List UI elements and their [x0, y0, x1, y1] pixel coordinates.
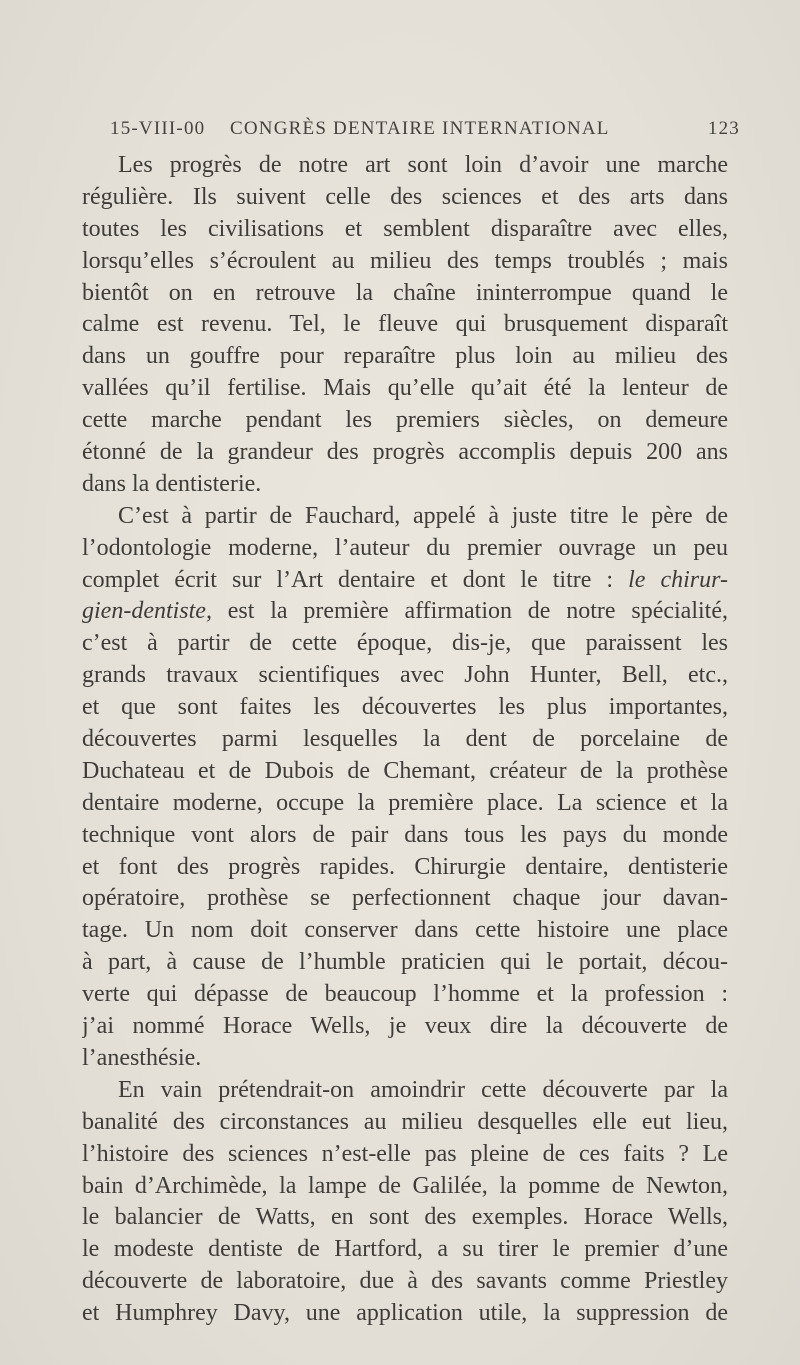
line-text: c’est à partir de cette époque, dis-je, que paraissent les — [82, 630, 728, 657]
line-text: calme est revenu. Tel, le fleuve qui brusquement disparaît — [82, 311, 728, 338]
text-line — [82, 373, 728, 405]
line-text: dans un gouffre pour reparaître plus loin au milieu des — [82, 343, 728, 370]
text-line — [82, 182, 728, 214]
line-text: découverte de laboratoire, due à des savants comme Priestley — [82, 1268, 728, 1295]
paragraph — [82, 150, 728, 501]
line-text: le balancier de Watts, en sont des exemples. Horace Wells, — [82, 1204, 728, 1231]
line-text: l’anesthésie. — [82, 1044, 202, 1071]
text-line — [82, 724, 728, 756]
text-line — [82, 214, 728, 246]
text-line — [82, 1075, 728, 1107]
line-text: le modeste dentiste de Hartford, a su tirer le premier d’une — [82, 1236, 728, 1263]
line-text: et que sont faites les découvertes les plus importantes, — [82, 694, 728, 721]
line-text: régulière. Ils suivent celle des sciences et des arts dans — [82, 183, 728, 210]
line-text: étonné de la grandeur des progrès accomplis depuis 200 ans — [82, 439, 728, 466]
line-text: cette marche pendant les premiers siècles, on demeure — [82, 407, 728, 434]
text-line — [82, 150, 728, 182]
text-line — [82, 405, 728, 437]
line-text: complet écrit sur l’Art dentaire et dont le titre : — [82, 566, 614, 593]
text-line — [82, 788, 728, 820]
body-text — [82, 150, 728, 1330]
line-text: l’histoire des sciences n’est-elle pas pleine de ces faits ? Le — [82, 1140, 728, 1167]
text-line — [82, 947, 728, 979]
text-line — [82, 1202, 728, 1234]
line-text: l’odontologie moderne, l’auteur du premier ouvrage un peu — [82, 534, 728, 561]
line-text: est la première affirmation de notre spécialité, — [227, 598, 728, 625]
text-line — [82, 1234, 728, 1266]
text-line — [82, 660, 728, 692]
page-number: 123 — [707, 118, 740, 139]
text-line — [82, 1266, 728, 1298]
text-line — [82, 565, 728, 597]
line-text: technique vont alors de pair dans tous les pays du monde — [82, 821, 728, 848]
text-line — [82, 883, 728, 915]
text-line — [82, 1139, 728, 1171]
text-line — [82, 692, 728, 724]
running-head-date: 15-VIII-00 — [110, 118, 206, 139]
line-text: opératoire, prothèse se perfectionnent chaque jour davan- — [82, 885, 728, 912]
line-text: Duchateau et de Dubois de Chemant, créateur de la prothèse — [82, 757, 728, 784]
line-text: banalité des circonstances au milieu desquelles elle eut lieu, — [82, 1108, 728, 1135]
line-text: découvertes parmi lesquelles la dent de porcelaine de — [82, 726, 728, 753]
line-text: Les progrès de notre art sont loin d’avoir une marche — [118, 152, 728, 178]
text-line — [82, 501, 728, 533]
italic-title-fragment: le chirur- — [628, 566, 728, 593]
text-line — [82, 852, 728, 884]
paragraph — [82, 1075, 728, 1330]
line-text: En vain prétendrait-on amoindrir cette découverte par la — [118, 1076, 728, 1103]
text-line — [82, 469, 728, 501]
line-text: toutes les civilisations et semblent disparaître avec elles, — [82, 215, 728, 242]
text-line — [82, 437, 728, 469]
line-text: et font des progrès rapides. Chirurgie dentaire, dentisterie — [82, 853, 728, 880]
paragraph — [82, 501, 728, 1075]
line-text: verte qui dépasse de beaucoup l’homme et la profession : — [82, 981, 728, 1008]
running-head-title: CONGRÈS DENTAIRE INTERNATIONAL — [230, 118, 610, 139]
text-line — [82, 820, 728, 852]
text-line — [82, 1043, 728, 1075]
line-text: tage. Un nom doit conserver dans cette histoire une place — [82, 917, 728, 944]
text-line — [82, 1298, 728, 1330]
line-text: bain d’Archimède, la lampe de Galilée, la pomme de Newton, — [82, 1172, 728, 1199]
line-text: lorsqu’elles s’écroulent au milieu des temps troublés ; mais — [82, 247, 728, 274]
line-text: dentaire moderne, occupe la première place. La science et la — [82, 789, 728, 816]
text-line — [82, 246, 728, 278]
line-text: et Humphrey Davy, une application utile, la suppression de — [82, 1300, 728, 1327]
text-line — [82, 979, 728, 1011]
text-line — [82, 628, 728, 660]
running-head — [110, 118, 740, 148]
line-text: C’est à partir de Fauchard, appelé à juste titre le père de — [118, 502, 728, 529]
line-text: bientôt on en retrouve la chaîne ininterrompue quand le — [82, 279, 728, 306]
text-line — [82, 915, 728, 947]
text-line — [82, 278, 728, 310]
text-line — [82, 596, 728, 628]
text-line — [82, 1107, 728, 1139]
text-line — [82, 341, 728, 373]
line-text: vallées qu’il fertilise. Mais qu’elle qu’ait été la lenteur de — [82, 375, 728, 402]
line-text: grands travaux scientifiques avec John Hunter, Bell, etc., — [82, 662, 728, 689]
line-text: j’ai nommé Horace Wells, je veux dire la découverte de — [82, 1013, 728, 1040]
line-text: dans la dentisterie. — [82, 470, 262, 497]
line-text: à part, à cause de l’humble praticien qui le portait, décou- — [82, 949, 728, 976]
italic-title-fragment: gien-dentiste, — [82, 598, 212, 625]
text-line — [82, 309, 728, 341]
text-line — [82, 533, 728, 565]
text-line — [82, 1011, 728, 1043]
text-line — [82, 756, 728, 788]
text-line — [82, 1171, 728, 1203]
